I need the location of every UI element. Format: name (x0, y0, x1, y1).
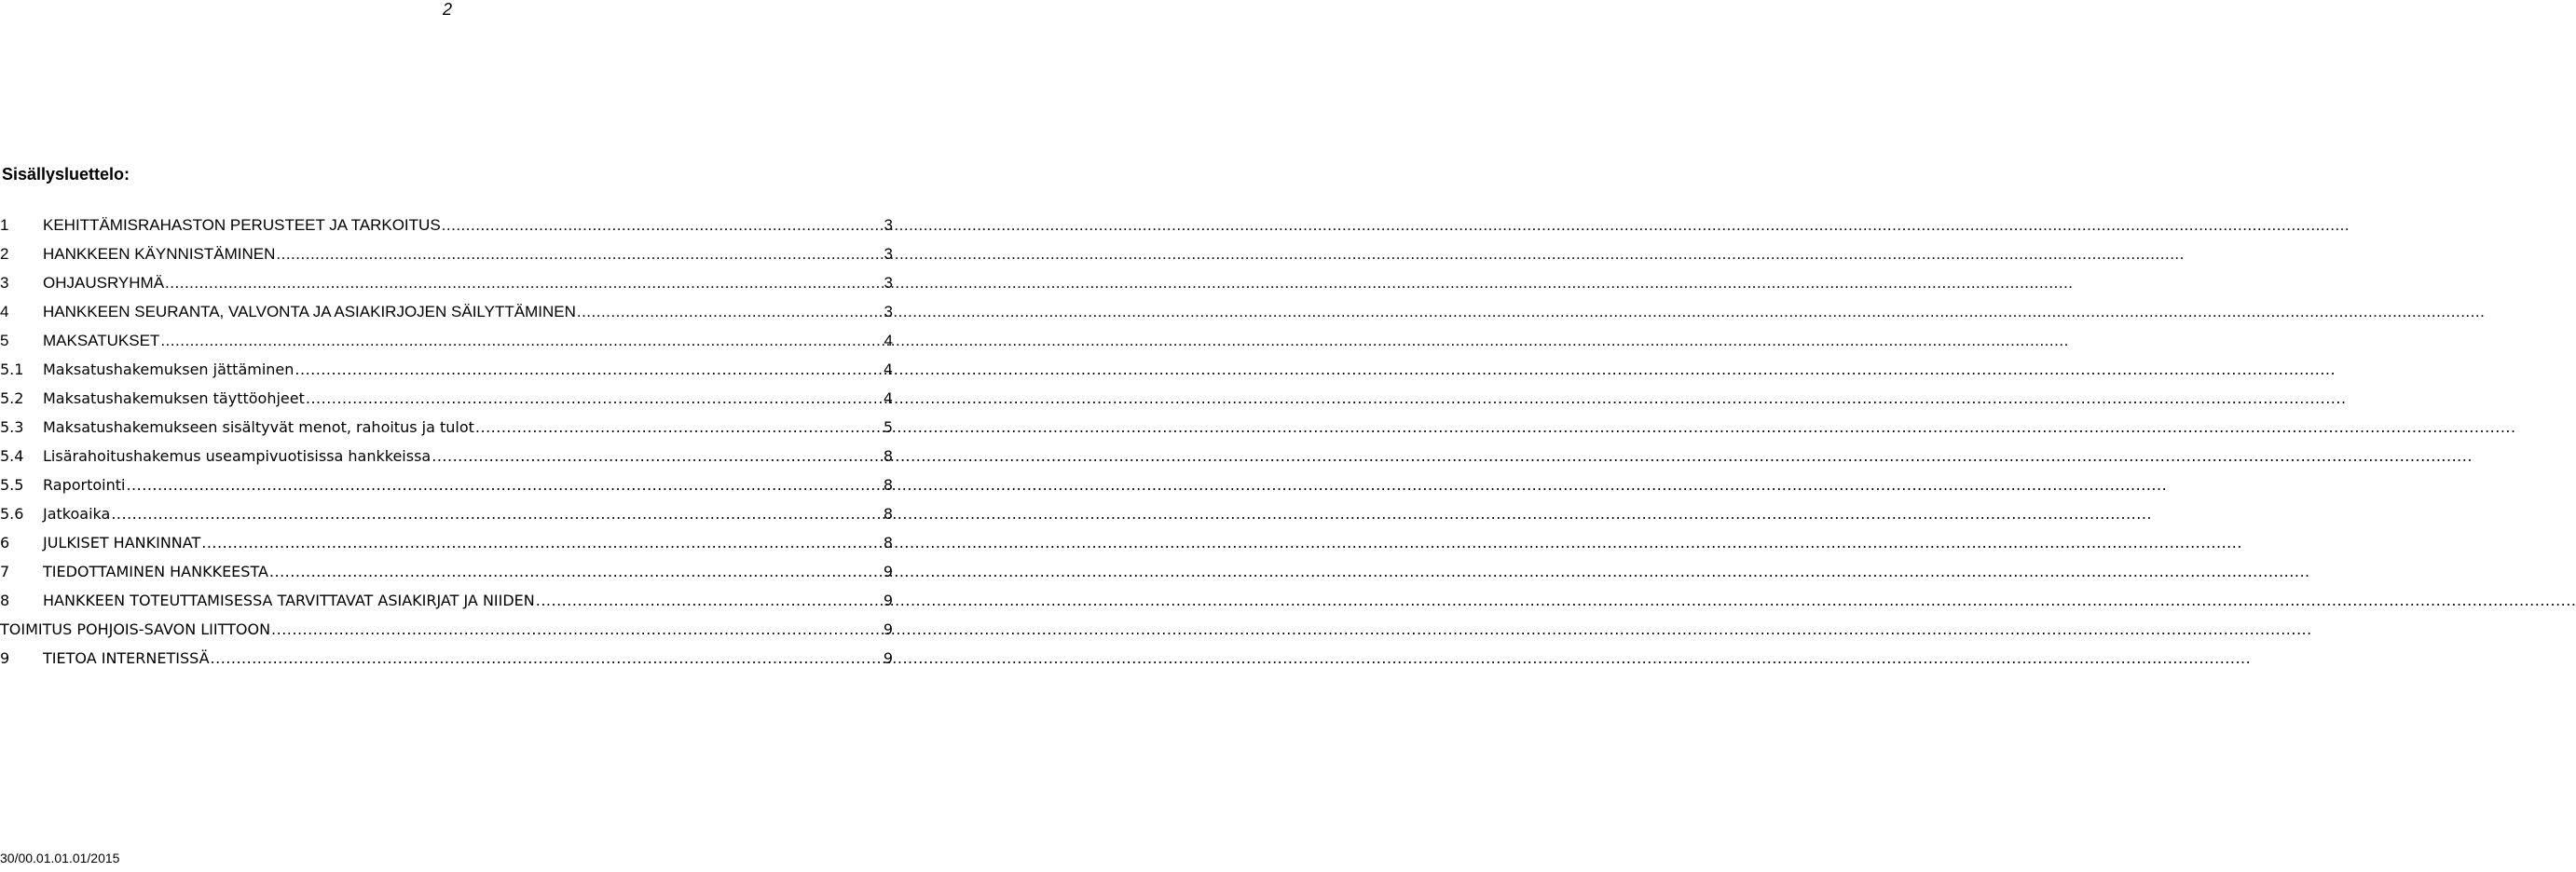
toc-entry[interactable] (0, 360, 893, 388)
toc-entry-page: 8 (883, 505, 893, 523)
toc-entry[interactable] (0, 620, 893, 648)
toc-entry-title: KEHITTÄMISRAHASTON PERUSTEET JA TARKOITUS (43, 216, 441, 234)
toc-entry[interactable] (0, 331, 893, 360)
toc-dot-leader (201, 533, 883, 553)
toc-entry-page: 5 (883, 418, 893, 436)
toc-dot-leader (271, 620, 883, 640)
toc-entry-title: OHJAUSRYHMÄ (43, 274, 165, 292)
toc-entry-page: 9 (883, 592, 893, 609)
toc-entry-page: 9 (883, 563, 893, 580)
toc-entry-page: 9 (883, 649, 893, 667)
toc-entry[interactable] (0, 215, 893, 244)
toc-entry-number: 5.5 (0, 476, 24, 494)
toc-entry-page: 3 (884, 303, 893, 320)
toc-dot-leader (276, 244, 883, 265)
toc-entry[interactable] (0, 244, 893, 273)
toc-entry-title: TIEDOTTAMINEN HANKKEESTA (43, 563, 268, 580)
table-of-contents (0, 215, 893, 677)
toc-entry[interactable] (0, 417, 893, 446)
toc-entry-title: TIETOA INTERNETISSÄ (43, 649, 210, 667)
toc-dot-leader (211, 648, 883, 669)
toc-entry-title: JULKISET HANKINNAT (43, 534, 201, 552)
toc-entry-number: 4 (0, 303, 9, 320)
toc-entry[interactable] (0, 562, 893, 591)
toc-entry-number: 5.3 (0, 418, 24, 436)
toc-entry[interactable] (0, 648, 893, 677)
toc-dot-leader (165, 273, 883, 293)
toc-entry[interactable] (0, 533, 893, 562)
toc-entry-page: 3 (884, 216, 893, 234)
toc-dot-leader (295, 360, 882, 380)
toc-dot-leader (269, 562, 883, 582)
toc-entry-number: 5.6 (0, 505, 24, 523)
toc-dot-leader (160, 331, 883, 351)
document-page (0, 0, 895, 872)
toc-entry-title: Lisärahoitushakemus useampivuotisissa hankkeissa (43, 447, 432, 465)
toc-dot-leader (475, 417, 883, 438)
toc-entry-page: 8 (883, 534, 893, 552)
toc-entry-page: 4 (883, 361, 893, 378)
toc-entry-title: Maksatushakemuksen jättäminen (43, 361, 295, 378)
toc-entry-number: 5 (0, 332, 9, 349)
toc-entry[interactable] (0, 446, 893, 475)
toc-entry-title: HANKKEEN KÄYNNISTÄMINEN (43, 245, 276, 263)
toc-entry-number: 5.4 (0, 447, 24, 465)
toc-entry-title: Maksatushakemuksen täyttöohjeet (43, 389, 305, 407)
toc-entry-title: Jatkoaika (43, 505, 111, 523)
toc-entry[interactable] (0, 273, 893, 302)
toc-dot-leader (111, 504, 882, 525)
toc-entry-number: 3 (0, 274, 9, 292)
toc-entry-page: 4 (883, 389, 893, 407)
toc-dot-leader (442, 215, 884, 236)
toc-entry-page: 3 (884, 274, 893, 292)
toc-dot-leader (126, 475, 882, 496)
toc-entry-page: 9 (883, 620, 893, 638)
toc-dot-leader (306, 388, 883, 409)
toc-entry-page: 8 (883, 476, 893, 494)
toc-entry[interactable] (0, 475, 893, 504)
toc-entry-number: 5.1 (0, 361, 24, 378)
toc-dot-leader (536, 591, 883, 611)
toc-entry-title: HANKKEEN TOTEUTTAMISESSA TARVITTAVAT ASIAKIRJAT JA NIIDEN (43, 592, 535, 609)
toc-entry-title: TOIMITUS POHJOIS-SAVON LIITTOON (0, 620, 271, 638)
toc-entry[interactable] (0, 504, 893, 533)
toc-entry[interactable] (0, 302, 893, 331)
toc-heading: Sisällysluettelo: (2, 165, 130, 184)
toc-entry-number: 2 (0, 245, 9, 263)
document-code: 30/00.01.01.01/2015 (0, 851, 120, 865)
toc-entry-number: 6 (0, 534, 10, 552)
toc-entry-number: 7 (0, 563, 10, 580)
toc-entry[interactable] (0, 388, 893, 417)
toc-entry-title: HANKKEEN SEURANTA, VALVONTA JA ASIAKIRJOJEN SÄILYTTÄMINEN (43, 303, 576, 320)
toc-entry-title: Raportointi (43, 476, 126, 494)
toc-entry-title: MAKSATUKSET (43, 332, 160, 349)
toc-dot-leader (577, 302, 884, 322)
toc-dot-leader (432, 446, 883, 467)
toc-entry-number: 8 (0, 592, 10, 609)
toc-entry-page: 4 (884, 332, 893, 349)
toc-entry-page: 3 (884, 245, 893, 263)
toc-entry-number: 5.2 (0, 389, 24, 407)
toc-entry[interactable] (0, 591, 893, 620)
page-number: 2 (443, 0, 453, 19)
toc-entry-title: Maksatushakemukseen sisältyvät menot, rahoitus ja tulot (43, 418, 474, 436)
toc-entry-number: 9 (0, 649, 10, 667)
toc-entry-page: 8 (883, 447, 893, 465)
toc-entry-number: 1 (0, 216, 9, 234)
